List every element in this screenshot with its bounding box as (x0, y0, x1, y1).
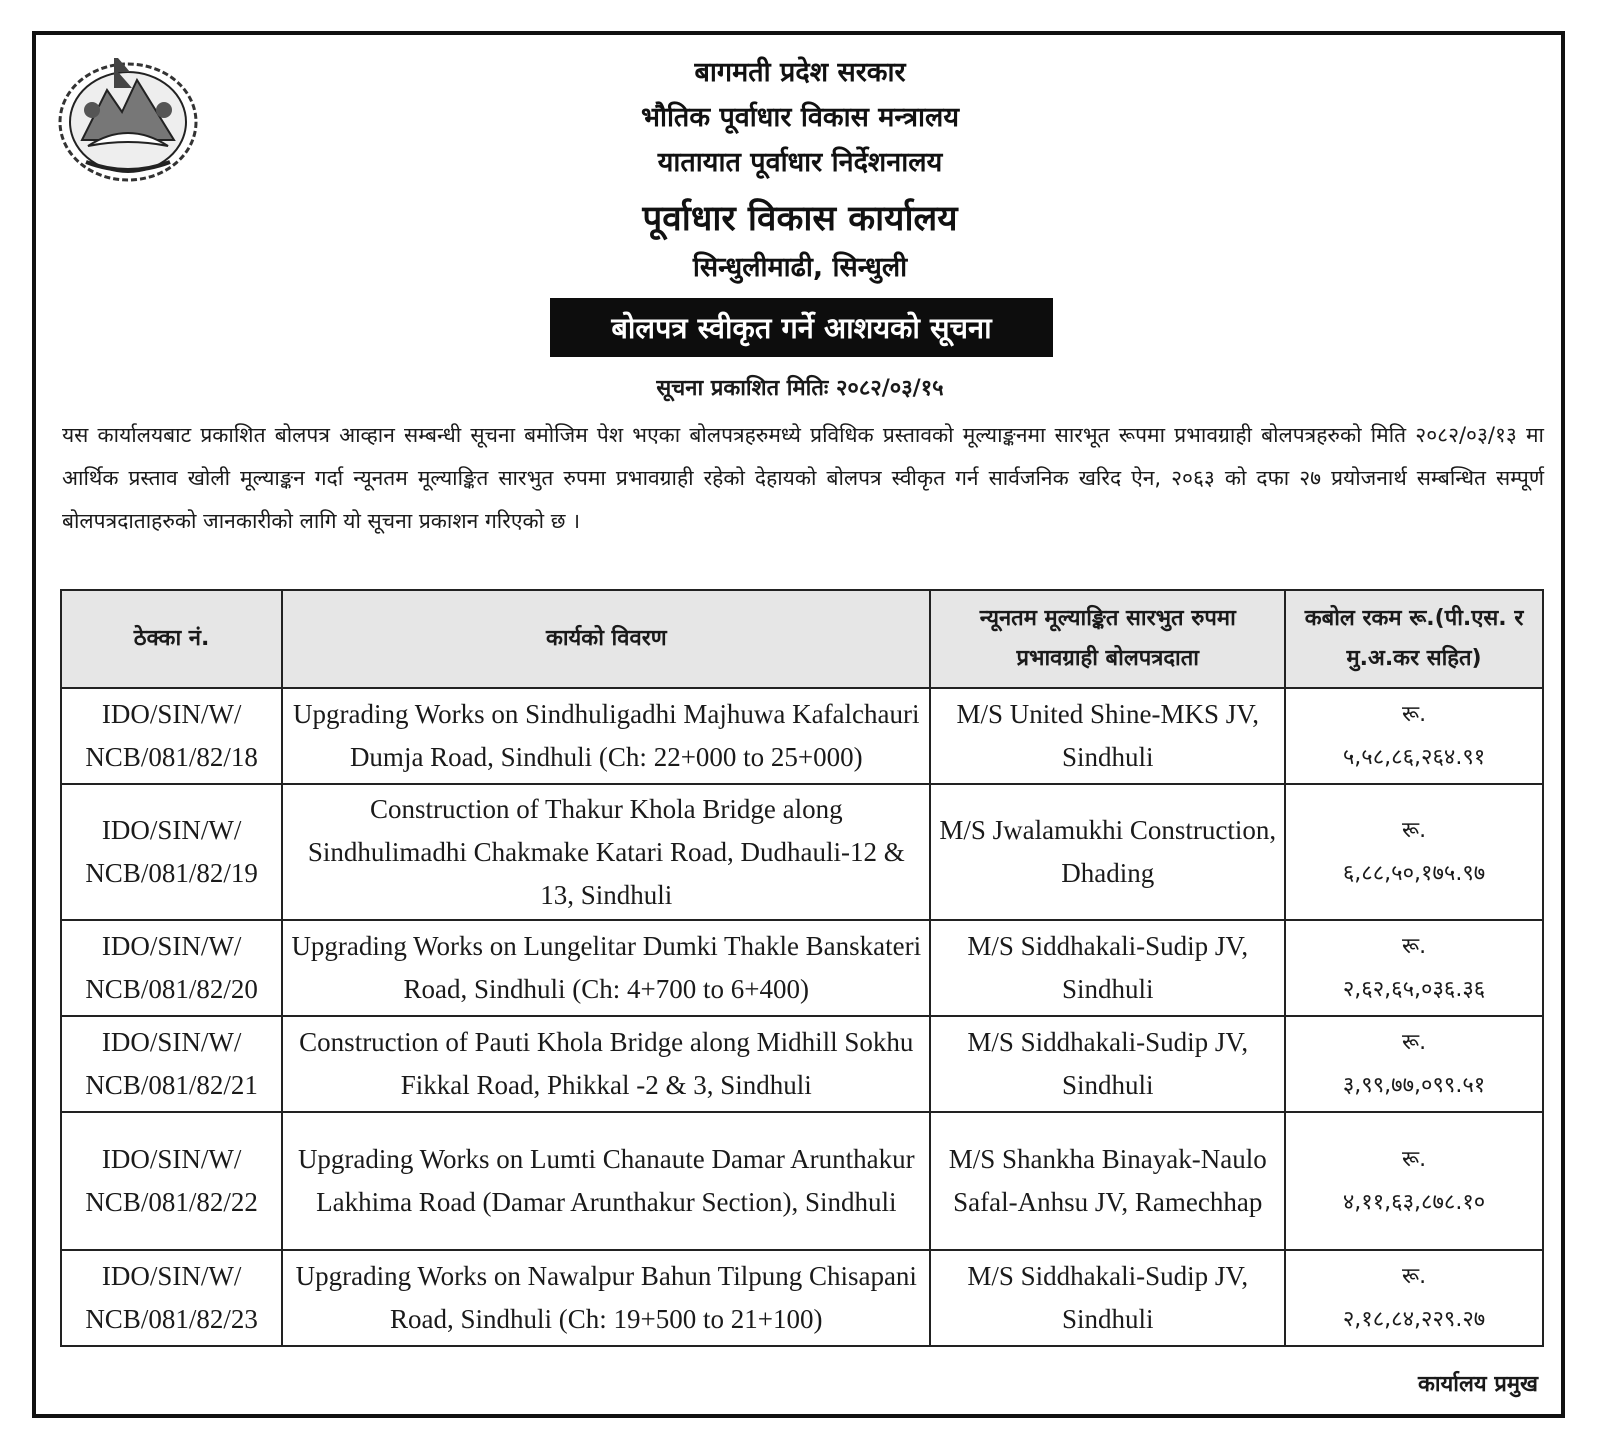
amount-value: ६,८८,५०,१७५.९७ (1342, 861, 1486, 886)
table-row (61, 688, 1543, 784)
bid-amount (1285, 1112, 1543, 1250)
contract-no: IDO/SIN/W/ NCB/081/82/19 (61, 784, 282, 920)
bidder-name: M/S Jwalamukhi Construction, Dhading (930, 784, 1285, 920)
amount-value: २,१८,८४,२२९.२७ (1342, 1307, 1486, 1332)
directorate-name: यातायात पूर्वाधार निर्देशनालय (657, 147, 943, 178)
award-table (60, 589, 1544, 1347)
ministry-name: भौतिक पूर्वाधार विकास मन्त्रालय (640, 102, 960, 133)
contract-no: IDO/SIN/W/ NCB/081/82/23 (61, 1250, 282, 1346)
work-description: Upgrading Works on Lumti Chanaute Damar Arunthakur Lakhima Road (Damar Arunthakur Section), Sindhuli (282, 1112, 930, 1250)
work-description: Upgrading Works on Nawalpur Bahun Tilpung Chisapani Road, Sindhuli (Ch: 19+500 to 21+100) (282, 1250, 930, 1346)
bid-amount (1285, 784, 1543, 920)
currency-prefix: रू. (1402, 1147, 1427, 1172)
bidder-name: M/S Siddhakali-Sudip JV, Sindhuli (930, 1250, 1285, 1346)
bidder-name: M/S Siddhakali-Sudip JV, Sindhuli (930, 920, 1285, 1016)
amount-value: ५,५८,८६,२६४.९१ (1342, 745, 1486, 770)
bidder-name: M/S Shankha Binayak-Naulo Safal-Anhsu JV, Ramechhap (930, 1112, 1285, 1250)
amount-value: ३,९९,७७,०९९.५१ (1342, 1073, 1486, 1098)
work-description: Upgrading Works on Sindhuligadhi Majhuwa Kafalchauri Dumja Road, Sindhuli (Ch: 22+000 to 25+000) (282, 688, 930, 784)
notice-body: यस कार्यालयबाट प्रकाशित बोलपत्र आव्हान सम्बन्धी सूचना बमोजिम पेश भएका बोलपत्रहरुमध्ये प्रविधिक प्रस्तावको मूल्याङ्कनमा सारभूत रूपमा प्रभावग्राही बोलपत्रहरुको मिति २०८२/०३/१३ मा आर्थिक प्रस्ताव खोली मूल्याङ्कन गर्दा न्यूनतम मूल्याङ्कित सारभुत रुपमा प्रभावग्राही रहेको देहायको बोलपत्र स्वीकृत गर्न सार्वजनिक खरिद ऐन, २०६३ को दफा २७ प्रयोजनार्थ सम्बन्धित सम्पूर्ण बोलपत्रदाताहरुको जानकारीको लागि यो सूचना प्रकाशन गरिएको छ । (62, 423, 1544, 533)
amount-value: ४,११,६३,८७८.१० (1342, 1190, 1486, 1215)
office-name: पूर्वाधार विकास कार्यालय (642, 199, 958, 239)
header-description: कार्यको विवरण (282, 590, 930, 688)
bid-amount (1285, 1250, 1543, 1346)
bid-amount (1285, 688, 1543, 784)
contract-no: IDO/SIN/W/ NCB/081/82/21 (61, 1016, 282, 1112)
header-contract-no: ठेक्का नं. (61, 590, 282, 688)
table-row (61, 920, 1543, 1016)
table-row (61, 1112, 1543, 1250)
table-row (61, 1016, 1543, 1112)
bidder-name: M/S United Shine-MKS JV, Sindhuli (930, 688, 1285, 784)
currency-prefix: रू. (1402, 1264, 1427, 1289)
currency-prefix: रू. (1402, 818, 1427, 843)
signature-office-head: कार्यालय प्रमुख (1417, 1372, 1538, 1397)
table-row (61, 1250, 1543, 1346)
currency-prefix: रू. (1402, 934, 1427, 959)
bid-amount (1285, 1016, 1543, 1112)
bidder-name: M/S Siddhakali-Sudip JV, Sindhuli (930, 1016, 1285, 1112)
contract-no: IDO/SIN/W/ NCB/081/82/20 (61, 920, 282, 1016)
table-header-row (61, 590, 1543, 688)
notice-title: बोलपत्र स्वीकृत गर्ने आशयको सूचना (550, 298, 1053, 357)
work-description: Construction of Thakur Khola Bridge along Sindhulimadhi Chakmake Katari Road, Dudhauli-12 & 13, Sindhuli (282, 784, 930, 920)
bid-amount (1285, 920, 1543, 1016)
work-description: Upgrading Works on Lungelitar Dumki Thakle Banskateri Road, Sindhuli (Ch: 4+700 to 6+400) (282, 920, 930, 1016)
contract-no: IDO/SIN/W/ NCB/081/82/18 (61, 688, 282, 784)
header-bidder: न्यूनतम मूल्याङ्कित सारभुत रुपमा प्रभावग्राही बोलपत्रदाता (930, 590, 1285, 688)
header-amount: कबोल रकम रू.(पी.एस. र मु.अ.कर सहित) (1285, 590, 1543, 688)
office-location: सिन्धुलीमाढी, सिन्धुली (692, 252, 908, 283)
work-description: Construction of Pauti Khola Bridge along Midhill Sokhu Fikkal Road, Phikkal -2 & 3, Sindhuli (282, 1016, 930, 1112)
government-name: बागमती प्रदेश सरकार (694, 57, 906, 88)
contract-no: IDO/SIN/W/ NCB/081/82/22 (61, 1112, 282, 1250)
table-row (61, 784, 1543, 920)
currency-prefix: रू. (1402, 702, 1427, 727)
published-date: सूचना प्रकाशित मितिः २०८२/०३/१५ (656, 376, 944, 401)
currency-prefix: रू. (1402, 1030, 1427, 1055)
amount-value: २,६२,६५,०३६.३६ (1342, 977, 1486, 1002)
